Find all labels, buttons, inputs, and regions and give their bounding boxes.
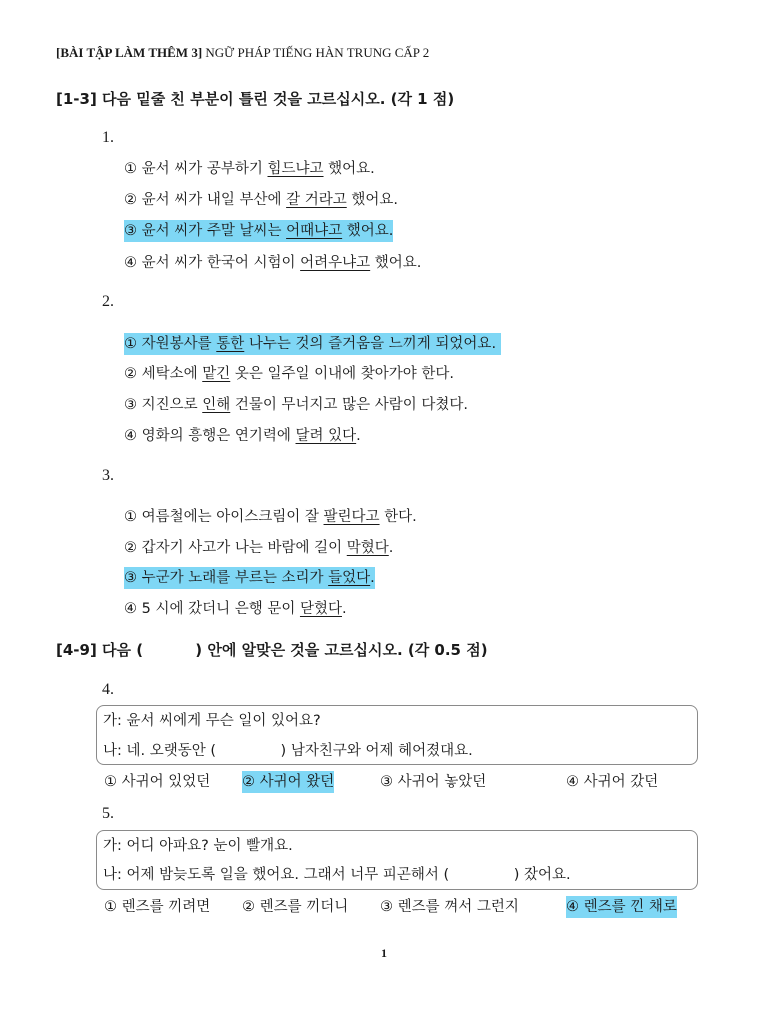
question-4-number: 4. (102, 681, 114, 698)
q5-choice-3: ③ 렌즈를 껴서 그런지 (380, 899, 519, 915)
q3-option-3-prefix: ③ 누군가 노래를 부르는 소리가 (124, 570, 329, 586)
q1-option-1-suffix: 했어요. (323, 161, 375, 177)
question-5-number: 5. (102, 805, 114, 822)
q2-option-1-prefix: ① 자원봉사를 (124, 336, 217, 352)
q1-option-1-prefix: ① 윤서 씨가 공부하기 (124, 161, 268, 177)
section-1-title: [1-3] 다음 밑줄 친 부분이 틀린 것을 고르십시오. (각 1 점) (56, 90, 455, 108)
q3-option-1-underlined: 팔린다고 (323, 509, 380, 525)
q3-option-4 (124, 598, 347, 620)
q2-option-2-prefix: ② 세탁소에 (124, 366, 203, 382)
q3-option-3-suffix: . (370, 570, 375, 586)
section-2-title: [4-9] 다음 ( ) 안에 알맞은 것을 고르십시오. (각 0.5 점) (56, 641, 488, 659)
q5-dialogue-box (96, 830, 698, 890)
q1-option-4 (124, 252, 421, 274)
q3-option-3-underlined: 들었다 (328, 570, 371, 586)
q2-option-4-underlined: 달려 있다 (295, 428, 357, 444)
q2-option-1-underlined: 통한 (216, 336, 245, 352)
q3-option-1-prefix: ① 여름철에는 아이스크림이 잘 (124, 509, 324, 525)
q1-option-3-highlighted-answer (124, 220, 393, 242)
q5-dialogue-line-1: 가: 어디 아파요? 눈이 빨개요. (103, 838, 293, 854)
q3-option-4-suffix: . (341, 601, 347, 617)
q3-option-2-suffix: . (388, 540, 394, 556)
q2-option-3-underlined: 인해 (202, 397, 231, 413)
q1-option-4-underlined: 어려우냐고 (300, 255, 371, 271)
q1-option-3-prefix: ③ 윤서 씨가 주말 날씨는 (124, 223, 287, 239)
q1-option-1-underlined: 힘드냐고 (267, 161, 324, 177)
q2-option-4-suffix: . (356, 428, 361, 444)
q3-option-3-highlighted-answer (124, 567, 375, 589)
q3-option-2 (124, 537, 393, 559)
q5-choice-4-highlighted-answer: ④ 렌즈를 낀 채로 (566, 896, 677, 918)
q4-choice-2-highlighted-answer: ② 사귀어 왔던 (242, 771, 334, 793)
q3-option-1 (124, 506, 417, 528)
q5-dialogue-line-2: 나: 어제 밤늦도록 일을 했어요. 그래서 너무 피곤해서 ( ) 잤어요. (103, 867, 571, 883)
q1-option-2-suffix: 했어요. (346, 192, 398, 208)
q2-option-2-underlined: 맡긴 (202, 366, 231, 382)
q5-choice-1: ① 렌즈를 끼려면 (104, 899, 211, 915)
q4-dialogue-line-1: 가: 윤서 씨에게 무슨 일이 있어요? (103, 713, 321, 729)
q4-choice-3: ③ 사귀어 놓았던 (380, 774, 487, 790)
q1-option-4-suffix: 했어요. (370, 255, 422, 271)
header-bold-title: [BÀI TẬP LÀM THÊM 3] (56, 45, 203, 60)
q2-option-1-highlighted-answer (124, 333, 501, 355)
header-subtitle: NGỮ PHÁP TIẾNG HÀN TRUNG CẤP 2 (202, 45, 430, 60)
q1-option-3-suffix: 했어요. (342, 223, 394, 239)
q2-option-1-suffix: 나누는 것의 즐거움을 느끼게 되었어요. (244, 336, 501, 352)
q3-option-2-underlined: 막혔다 (346, 540, 389, 556)
q5-choice-2: ② 렌즈를 끼더니 (242, 899, 349, 915)
q1-option-4-prefix: ④ 윤서 씨가 한국어 시험이 (124, 255, 301, 271)
q4-dialogue-line-2: 나: 네. 오랫동안 ( ) 남자친구와 어제 헤어졌대요. (103, 743, 473, 759)
q2-option-4-prefix: ④ 영화의 흥행은 연기력에 (124, 428, 296, 444)
q2-option-2-suffix: 옷은 일주일 이내에 찾아가야 한다. (230, 366, 455, 382)
q2-option-3-suffix: 건물이 무너지고 많은 사람이 다쳤다. (230, 397, 469, 413)
q4-dialogue-box (96, 705, 698, 765)
q3-option-2-prefix: ② 갑자기 사고가 나는 바람에 길이 (124, 540, 347, 556)
question-3-number: 3. (102, 467, 114, 484)
page-number: 1 (381, 946, 387, 960)
page-header (56, 45, 429, 61)
q1-option-1 (124, 158, 375, 180)
q1-option-2-prefix: ② 윤서 씨가 내일 부산에 (124, 192, 287, 208)
q2-option-3 (124, 394, 468, 416)
q1-option-2 (124, 189, 398, 211)
q3-option-1-suffix: 한다. (379, 509, 417, 525)
q2-option-4 (124, 425, 361, 447)
q2-option-2 (124, 363, 454, 385)
question-2-number: 2. (102, 293, 114, 310)
q3-option-4-underlined: 닫혔다 (299, 601, 342, 617)
q1-option-3-underlined: 어때냐고 (286, 223, 343, 239)
q1-option-2-underlined: 갈 거라고 (286, 192, 347, 208)
question-1-number: 1. (102, 129, 114, 146)
q2-option-3-prefix: ③ 지진으로 (124, 397, 203, 413)
q4-choice-1: ① 사귀어 있었던 (104, 774, 211, 790)
q3-option-4-prefix: ④ 5 시에 갔더니 은행 문이 (124, 601, 300, 617)
q4-choice-4: ④ 사귀어 갔던 (566, 774, 659, 790)
